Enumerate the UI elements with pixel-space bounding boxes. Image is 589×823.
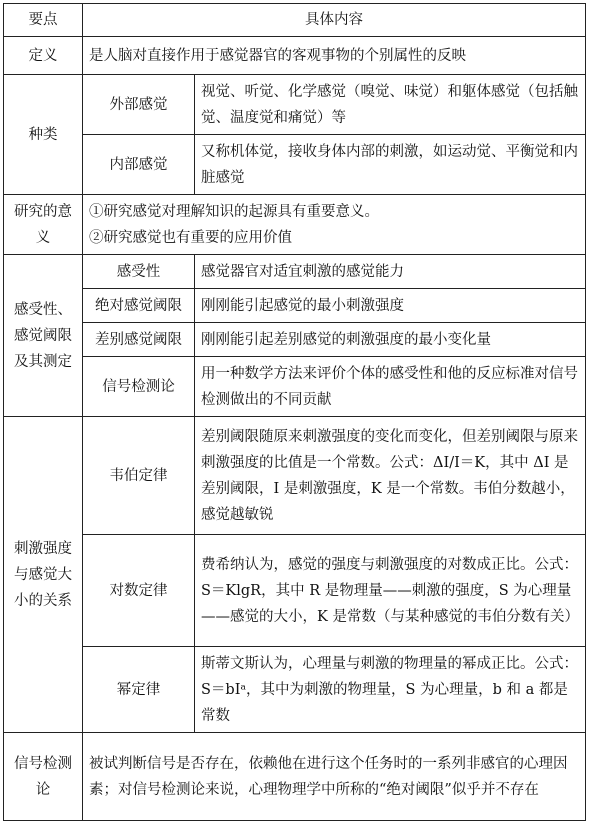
significance-label: 研究的意义 xyxy=(4,195,83,255)
types-label: 种类 xyxy=(4,75,83,195)
sensitivity-definition: 感觉器官对适宜刺激的感觉能力 xyxy=(195,255,586,289)
sensitivity-row xyxy=(4,357,586,417)
sensitivity-definition: 刚刚能引起差别感觉的刺激强度的最小变化量 xyxy=(195,323,586,357)
sensitivity-label: 感受性、感觉阈限及其测定 xyxy=(4,255,83,417)
law-name: 韦伯定律 xyxy=(83,417,195,535)
significance-content xyxy=(83,195,586,255)
sdt-row xyxy=(4,733,586,821)
law-row-log xyxy=(4,535,586,647)
significance-item: ①研究感觉对理解知识的起源具有重要意义。 xyxy=(89,203,379,220)
sensitivity-row xyxy=(4,289,586,323)
sdt-label: 信号检测论 xyxy=(4,733,83,821)
type-content: 视觉、听觉、化学感觉（嗅觉、味觉）和躯体感觉（包括触觉、温度觉和痛觉）等 xyxy=(195,75,586,135)
sensitivity-row xyxy=(4,255,586,289)
definition-content: 是人脑对直接作用于感觉器官的客观事物的个别属性的反映 xyxy=(83,37,586,75)
law-content: 斯蒂文斯认为，心理量与刺激的物理量的幂成正比。公式：S＝bIᵃ，其中为刺激的物理量，S 为心理量，b 和 a 都是常数 xyxy=(195,647,586,733)
types-row-internal xyxy=(4,135,586,195)
type-content: 又称机体觉，接收身体内部的刺激，如运动觉、平衡觉和内脏感觉 xyxy=(195,135,586,195)
law-content: 费希纳认为，感觉的强度与刺激强度的对数成正比。公式：S＝KlgR，其中 R 是物理量——刺激的强度，S 为心理量——感觉的大小，K 是常数（与某种感觉的韦伯分数有关） xyxy=(195,535,586,647)
significance-row xyxy=(4,195,586,255)
definition-label: 定义 xyxy=(4,37,83,75)
type-name: 外部感觉 xyxy=(83,75,195,135)
type-name: 内部感觉 xyxy=(83,135,195,195)
law-name: 幂定律 xyxy=(83,647,195,733)
definition-row xyxy=(4,37,586,75)
sensitivity-term: 信号检测论 xyxy=(83,357,195,417)
types-row-external xyxy=(4,75,586,135)
sensitivity-term: 差别感觉阈限 xyxy=(83,323,195,357)
header-content: 具体内容 xyxy=(83,4,586,37)
header-row xyxy=(4,4,586,37)
sensitivity-row xyxy=(4,323,586,357)
header-key-point: 要点 xyxy=(4,4,83,37)
sensitivity-term: 绝对感觉阈限 xyxy=(83,289,195,323)
law-name: 对数定律 xyxy=(83,535,195,647)
sensitivity-definition: 用一种数学方法来评价个体的感受性和他的反应标准对信号检测做出的不同贡献 xyxy=(195,357,586,417)
sensitivity-term: 感受性 xyxy=(83,255,195,289)
relation-label: 刺激强度与感觉大小的关系 xyxy=(4,417,83,733)
significance-item: ②研究感觉也有重要的应用价值 xyxy=(89,229,292,246)
sensitivity-definition: 刚刚能引起感觉的最小刺激强度 xyxy=(195,289,586,323)
law-content: 差别阈限随原来刺激强度的变化而变化，但差别阈限与原来刺激强度的比值是一个常数。公式：ΔI/I＝K，其中 ΔI 是差别阈限，I 是刺激强度，K 是一个常数。韦伯分数越小，感觉越敏锐 xyxy=(195,417,586,535)
sdt-content: 被试判断信号是否存在，依赖他在进行这个任务时的一系列非感官的心理因素；对信号检测论来说，心理物理学中所称的“绝对阈限”似乎并不存在 xyxy=(83,733,586,821)
sensation-summary-table xyxy=(3,3,586,821)
law-row-weber xyxy=(4,417,586,535)
law-row-power xyxy=(4,647,586,733)
